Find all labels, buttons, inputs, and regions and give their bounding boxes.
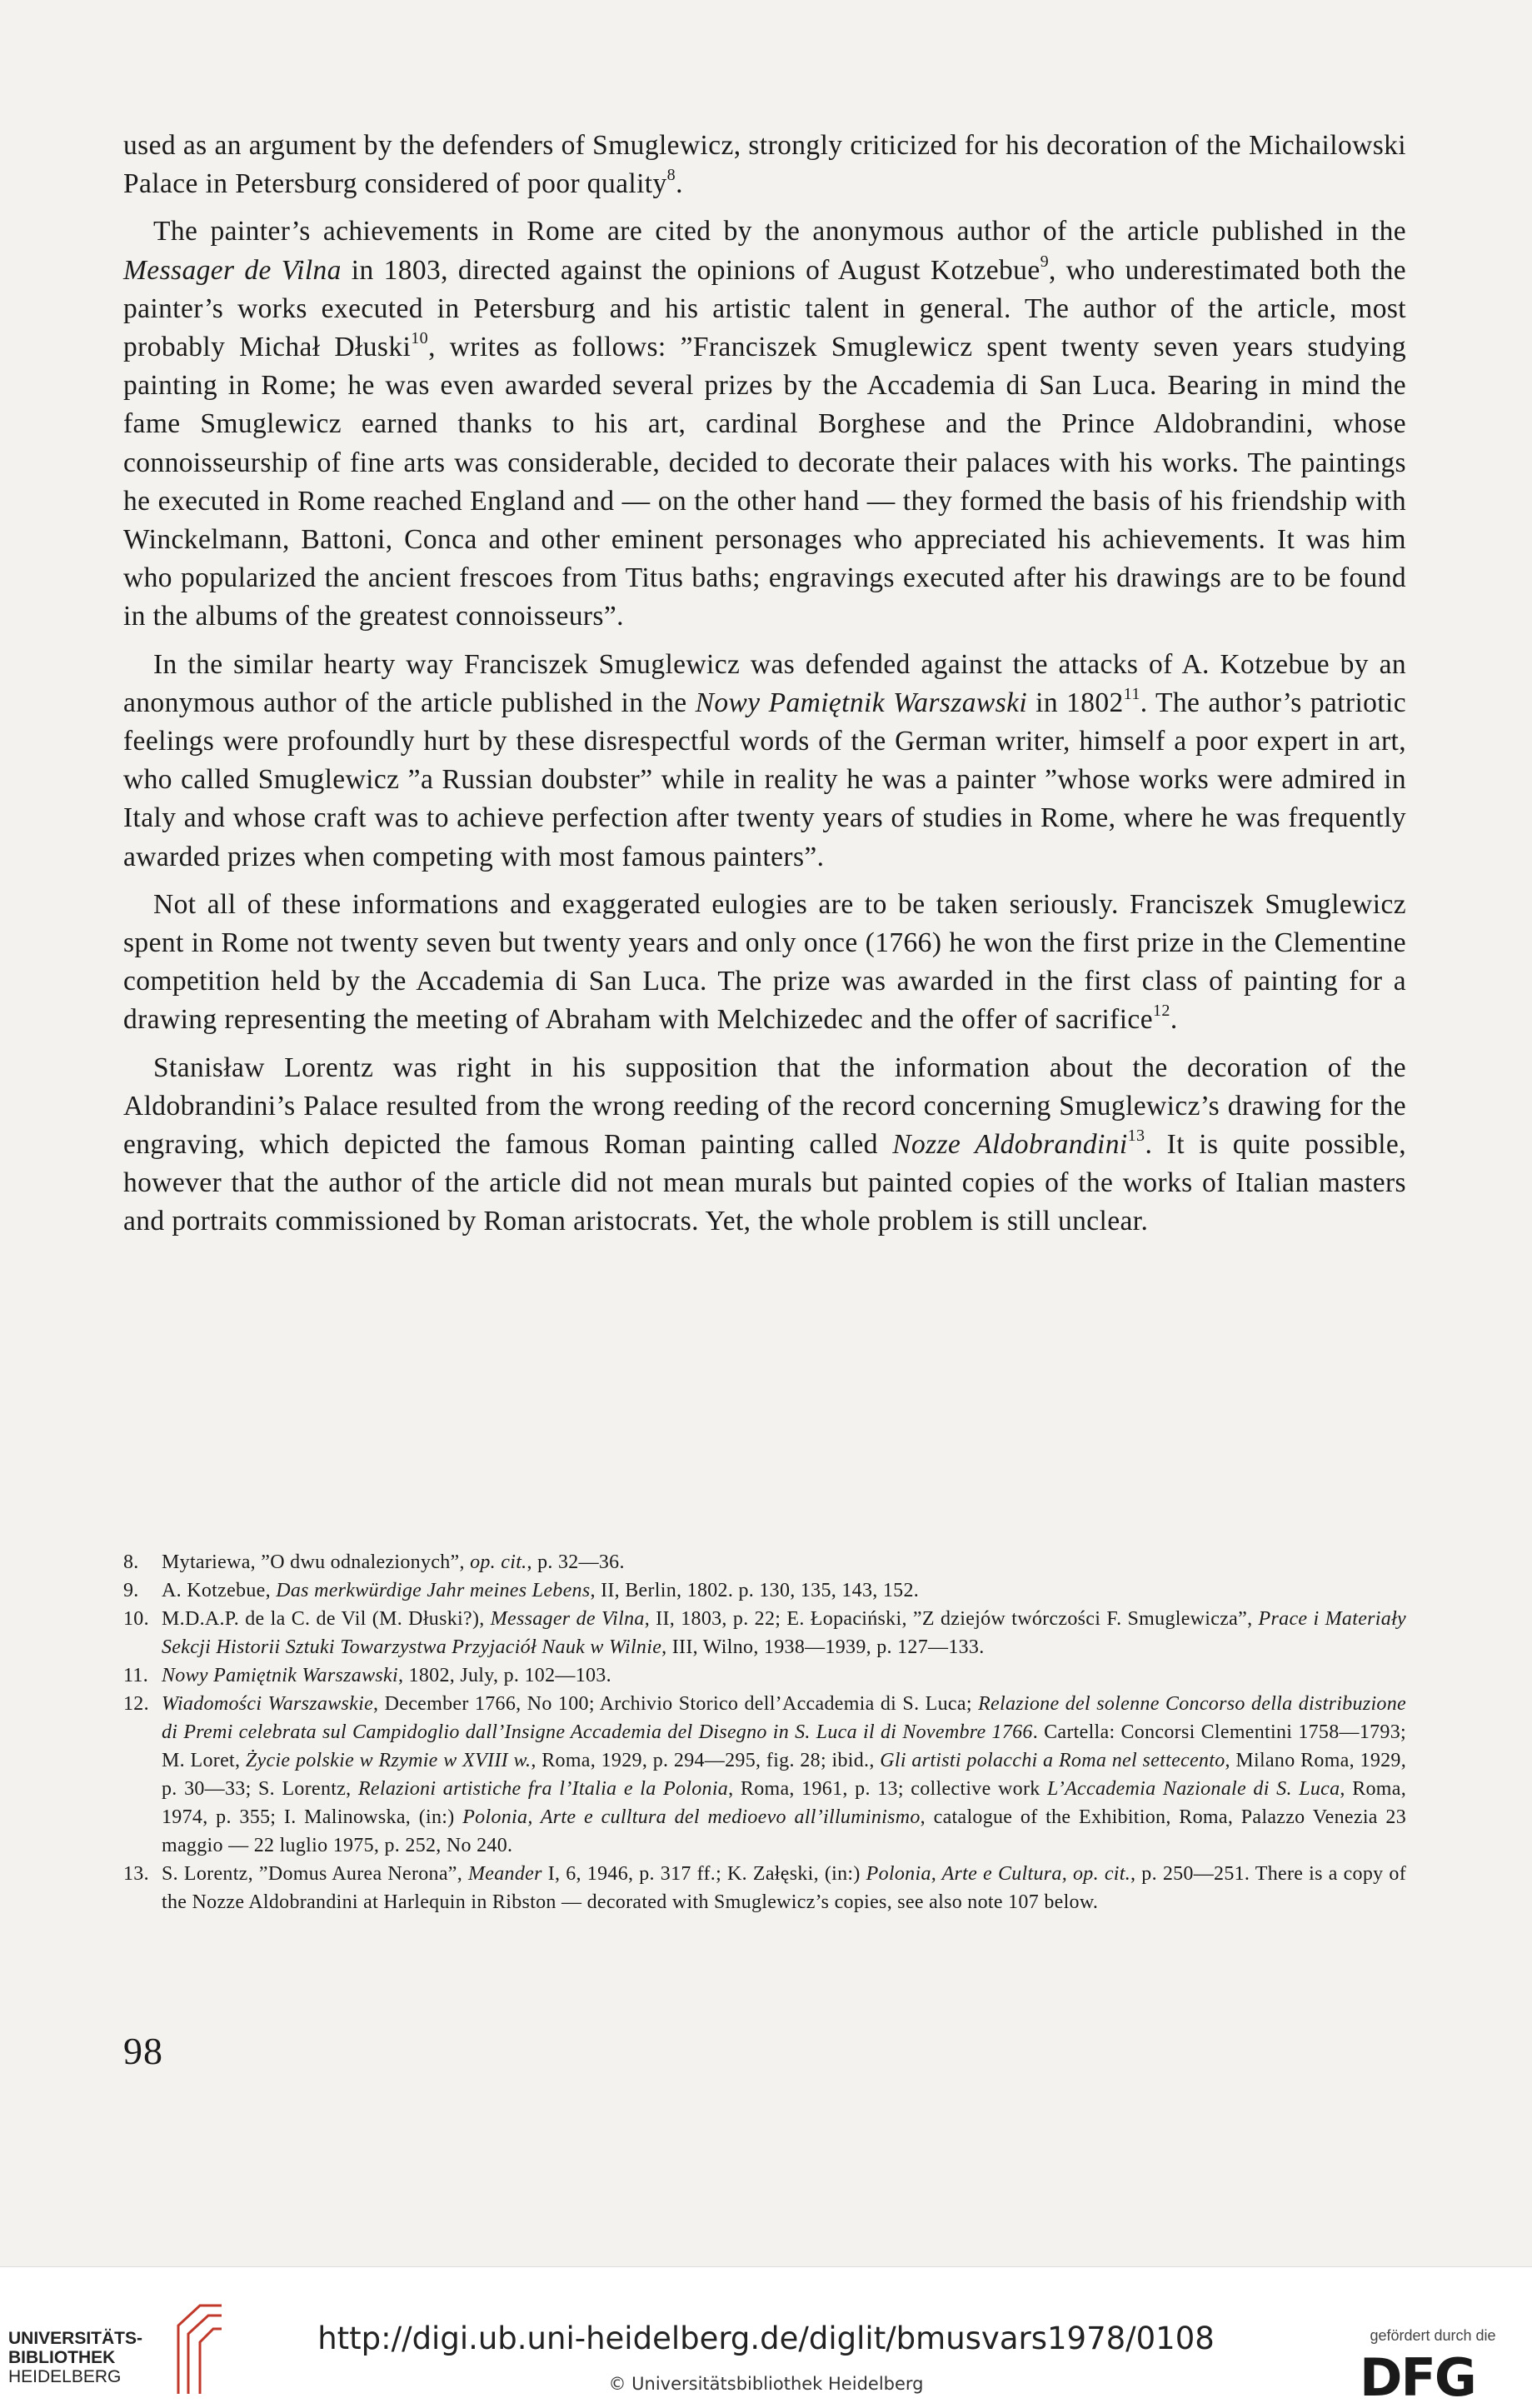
italic-title: Wiadomości Warszawskie [162,1693,374,1715]
text-run: in 1802 [1027,687,1124,718]
paragraph [123,1049,1406,1241]
footnotes [123,1548,1406,1916]
footnote-number: 12. [123,1693,149,1715]
footnote-text [162,1860,1406,1916]
italic-title: Prace i Materiały Sekcji Historii Sztuki Towarzystwa Przyjaciół Nauk w Wilnie [162,1608,1406,1658]
italic-title: Polonia, Arte e Cultura, op. cit. [866,1863,1131,1885]
text-run: , December 1766, No 100; Archivio Storico dell’Accademia di S. Luca; [373,1693,979,1715]
footnote-ref: 12 [1152,1002,1170,1021]
italic-title: Messager de Vilna [490,1608,645,1630]
text-run: , II, Berlin, 1802. p. 130, 135, 143, 152. [590,1580,920,1601]
footnote-number: 9. [123,1580,139,1601]
uni-line-1: UNIVERSITÄTS- [8,2329,143,2348]
italic-title: Relazioni artistiche fra l’Italia e la Polonia [357,1778,729,1800]
text-run: Mytariewa, ”O dwu odnalezionych”, [162,1551,471,1573]
text-run: , II, 1803, p. 22; E. Łopaciński, ”Z dziejów twórczości F. Smuglewicza”, [644,1608,1259,1630]
footnote-number: 13. [123,1863,149,1885]
digital-library-footer [0,2266,1532,2408]
footnote [123,1605,1406,1661]
italic-title: Meander [468,1863,542,1885]
paragraph [123,886,1406,1040]
footnote [123,1690,1406,1860]
footnote-number: 11. [123,1665,149,1686]
footnote [123,1661,1406,1690]
text-run: , writes as follows: ”Franciszek Smuglewicz spent twenty seven years studying painting in Rome; he was even awarded several prizes by the Accademia di San Luca. Bearing in mind the fame Smuglewicz earned thanks to his art, cardinal Borghese and the Prince Aldobrandini, whose connoisseurship of fine arts was considerable, decided to decorate their palaces with his works. The paintings he executed in Rome reached England and — on the other hand — they formed the basis of his friendship with Winckelmann, Battoni, Conca and other eminent personages who appreciated his achievements. It was him who popularized the ancient frescoes from Titus baths; engravings executed after his drawings are to be found in the albums of the greatest connoisseurs”. [123,332,1406,632]
italic-title: L’Accademia Nazionale di S. Luca [1047,1778,1340,1800]
footnote-ref: 10 [411,328,429,347]
italic-title: Nowy Pamiętnik Warszawski [695,687,1028,718]
footnote-text [162,1605,1406,1661]
text-run: A. Kotzebue, [162,1580,277,1601]
italic-title: Gli artisti polacchi a Roma nel settecento [880,1750,1225,1771]
dfg-logo: DFG [1360,2347,1475,2408]
text-run: used as an argument by the defenders of Smuglewicz, strongly criticized for his decoration of the Michailowski Palace in Petersburg considered of poor quality [123,130,1406,200]
text-run: . Cartella: Concorsi Clementini 1758—1793; M. Loret, [162,1721,1406,1771]
text-run: , Roma, 1974, p. 355; I. Malinowska, (in:) [162,1778,1407,1828]
text-run: In the similar hearty way Franciszek Smuglewicz was defended against the attacks of A. Kotzebue by an anonymous author of the article published in the [123,648,1406,718]
italic-title: op. cit. [470,1551,527,1573]
footnote-text [162,1548,1406,1576]
footnote-ref: 11 [1123,684,1140,703]
text-run: , Roma, 1929, p. 294—295, fig. 28; ibid., [531,1750,881,1771]
permalink-url[interactable]: http://digi.ub.uni-heidelberg.de/diglit/bmusvars1978/0108 [317,2321,1215,2356]
text-run: , III, Wilno, 1938—1939, p. 127—133. [661,1636,985,1658]
italic-title: Życie polskie w Rzymie w XVIII w. [245,1750,531,1771]
text-run: The painter’s achievements in Rome are cited by the anonymous author of the article published in the [153,216,1406,247]
italic-title: Polonia, Arte e culltura del medioevo all’illuminismo [462,1806,921,1828]
footnote-text [162,1576,1406,1605]
text-run: , Roma, 1961, p. 13; collective work [728,1778,1048,1800]
text-run: , 1802, July, p. 102—103. [397,1665,611,1686]
text-run: S. Lorentz, ”Domus Aurea Nerona”, [162,1863,468,1885]
text-run: . [1170,1004,1178,1036]
italic-title: Das merkwürdige Jahr meines Lebens [276,1580,591,1601]
text-run: M.D.A.P. de la C. de Vil (M. Dłuski?), [162,1608,491,1630]
text-run: . It is quite possible, however that the author of the article did not mean murals but painted copies of the works of Italian masters and portraits commissioned by Roman aristocrats. Yet, the whole problem is still unclear. [123,1129,1406,1237]
footnote-ref: 13 [1127,1127,1145,1146]
footnote-ref: 9 [1040,252,1050,271]
italic-title: Relazione del solenne Concorso della distribuzione di Premi celebrata sul Campidoglio dall’Insigne Accademia del Disegno in S. Luca il di Novembre 1766 [162,1693,1406,1743]
funded-by-label: gefördert durch die [1370,2327,1496,2344]
text-run: Stanisław Lorentz was right in his supposition that the information about the decoration of the Aldobrandini’s Palace resulted from the wrong reeding of the record concerning Smuglewicz’s drawing for the engraving, which depicted the famous Roman painting called [123,1052,1406,1161]
italic-title: Nozze Aldobrandini [892,1129,1128,1161]
footnote [123,1548,1406,1576]
footnote-text [162,1690,1406,1860]
text-run: , who underestimated both the painter’s works executed in Petersburg and his artistic talent in general. The author of the article, most probably Michał Dłuski [123,254,1406,363]
page-number: 98 [123,2030,163,2072]
uni-line-2: BIBLIOTHEK [8,2348,116,2367]
text-run: , Milano Roma, 1929, p. 30—33; S. Lorentz, [162,1750,1407,1800]
footnote-number: 8. [123,1551,139,1573]
text-run: . [676,168,683,200]
text-run: . The author’s patriotic feelings were profoundly hurt by these disrespectful words of the German writer, himself a poor expert in art, who called Smuglewicz ”a Russian doubster” while in reality he was a painter ”whose works were admired in Italy and whose craft was to achieve perfection after twenty years of studies in Rome, where he was frequently awarded prizes when competing with most famous painters”. [123,687,1406,872]
text-run: , p. 32—36. [526,1551,625,1573]
text-run: I, 6, 1946, p. 317 ff.; K. Załęski, (in:) [541,1863,866,1885]
text-run: Not all of these informations and exaggerated eulogies are to be taken seriously. Franciszek Smuglewicz spent in Rome not twenty seven but twenty years and only once (1766) he won the first prize in the Clementine competition held by the Accademia di San Luca. The prize was awarded in the first class of painting for a drawing representing the meeting of Abraham with Melchizedec and the offer of sacrifice [123,888,1406,1036]
paragraph [123,212,1406,636]
footnote [123,1576,1406,1605]
italic-title: Messager de Vilna [123,254,342,286]
article-body [123,127,1406,1241]
uni-line-3: HEIDELBERG [8,2367,122,2386]
italic-title: Nowy Pamiętnik Warszawski [162,1665,398,1686]
paragraph [123,127,1406,203]
paragraph [123,646,1406,877]
footnote-text [162,1661,1406,1690]
text-run: in 1803, directed against the opinions of August Kotzebue [341,254,1040,286]
text-run: , p. 250—251. There is a copy of the Nozze Aldobrandini at Harlequin in Ribston — decorated with Smuglewicz’s copies, see also note 107 below. [162,1863,1406,1913]
footnote-number: 10. [123,1608,149,1630]
footnote-ref: 8 [666,166,676,185]
text-run: , catalogue of the Exhibition, Roma, Palazzo Venezia 23 maggio — 22 luglio 1975, p. 252, No 240. [162,1806,1406,1856]
footnote [123,1860,1406,1916]
copyright-notice: © Universitätsbibliothek Heidelberg [608,2374,924,2394]
